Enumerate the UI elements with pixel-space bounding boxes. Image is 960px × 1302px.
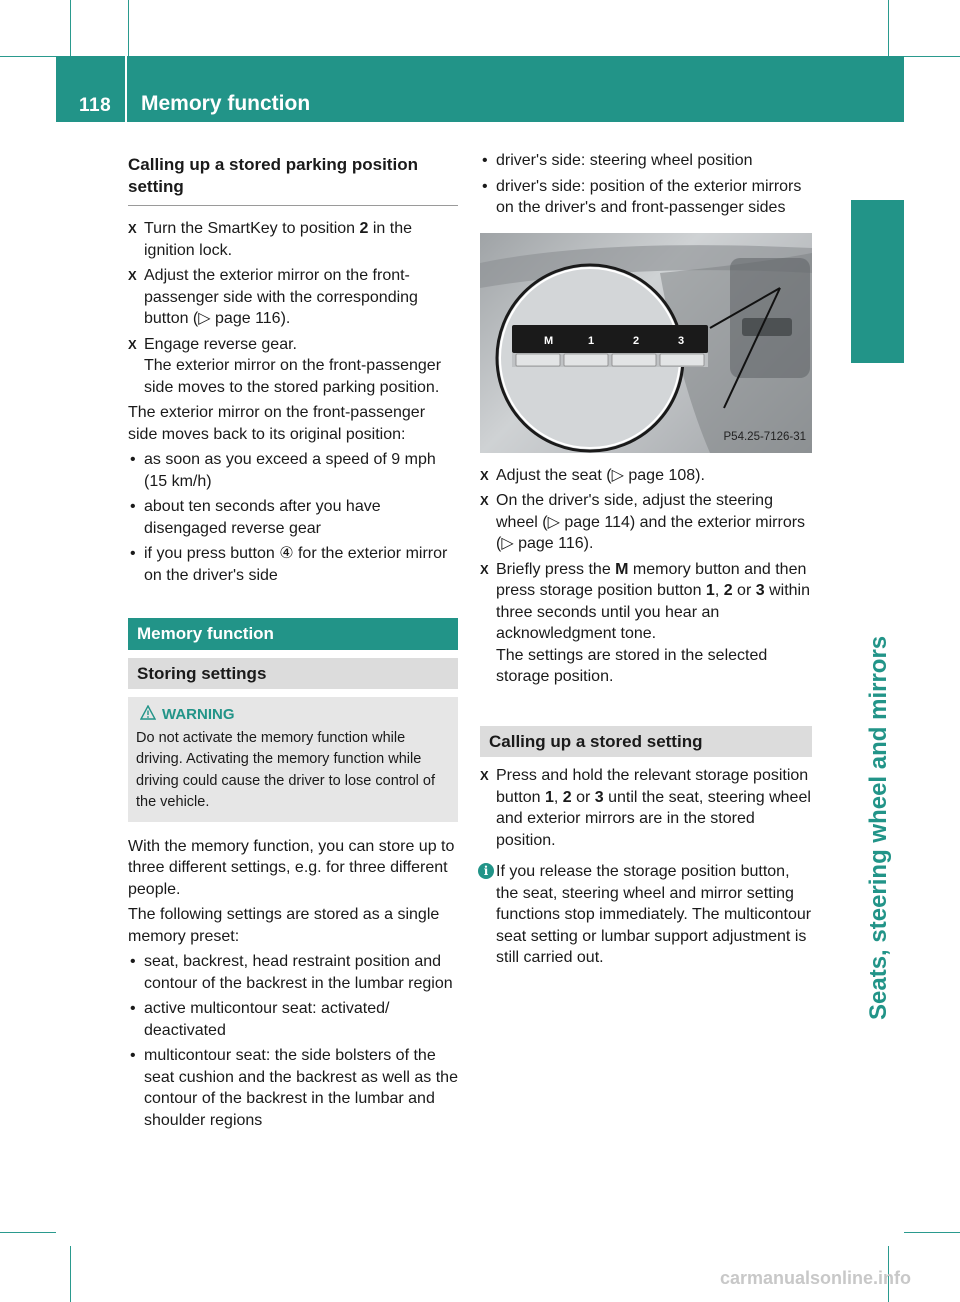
step-item: X On the driver's side, adjust the steering wheel (▷ page 114) and the exterior mirrors (▷ page 116). [480, 490, 812, 555]
warning-triangle-icon [140, 705, 156, 720]
paragraph: The exterior mirror on the front-passenger side moves back to its original position: [128, 404, 426, 443]
paragraph: With the memory function, you can store up to three different settings, e.g. for three different people. [128, 837, 455, 898]
memory-button-1: 1 [588, 334, 595, 347]
memory-buttons-photo [480, 233, 812, 453]
list-item: • if you press button ④ for the exterior mirror on the driver's side [128, 543, 458, 586]
warning-text: Do not activate the memory function while driving. Activating the memory function while driving could cause the driver to lose control of the vehicle. [136, 729, 436, 810]
crop-mark [70, 0, 71, 56]
list-item: • active multicontour seat: activated/ deactivated [128, 998, 458, 1041]
step-item: X Turn the SmartKey to position 2 in the ignition lock. [128, 218, 458, 261]
step-item: X Adjust the seat (▷ page 108). [480, 465, 812, 487]
header-title: Memory function [141, 92, 311, 115]
info-icon: i [478, 863, 494, 879]
list-item: • driver's side: position of the exterior mirrors on the driver's and front-passenger sides [480, 176, 812, 219]
header-separator [125, 56, 127, 122]
crop-mark [904, 56, 960, 57]
list-item: • about ten seconds after you have disengaged reverse gear [128, 496, 458, 539]
crop-mark [0, 56, 56, 57]
subheading-parking-position: Calling up a stored parking position setting [128, 154, 458, 206]
subsection-title: Storing settings [128, 658, 458, 690]
memory-button-3: 3 [678, 334, 685, 347]
crop-mark [128, 0, 129, 56]
list-item: • as soon as you exceed a speed of 9 mph (15 km/h) [128, 449, 458, 492]
crop-mark [888, 0, 889, 56]
memory-button-m: M [544, 334, 554, 347]
page-ref-icon: ▷ [611, 466, 624, 484]
page-ref-icon: ▷ [547, 513, 560, 531]
chapter-title: Seats, steering wheel and mirrors [865, 635, 892, 1020]
page-ref-icon: ▷ [198, 310, 211, 327]
crop-mark [0, 1232, 56, 1233]
page-number: 118 [79, 95, 112, 116]
left-column [128, 150, 458, 1135]
chapter-tab [851, 200, 904, 363]
list-item: • multicontour seat: the side bolsters of the seat cushion and the backrest as well as the contour of the backrest in the lumbar and shoulder regions [128, 1045, 458, 1131]
section-title: Memory function [128, 618, 458, 650]
paragraph: The following settings are stored as a single memory preset: [128, 906, 440, 945]
memory-button-2: 2 [633, 334, 640, 347]
subsection-title: Calling up a stored setting [480, 726, 812, 758]
photo-code: P54.25-7126-31 [723, 431, 806, 443]
step-item: X Adjust the exterior mirror on the front-passenger side with the corresponding button (▷ page 116). [128, 265, 458, 330]
step-item: X Press and hold the relevant storage position button 1, 2 or 3 until the seat, steering wheel and exterior mirrors are in the stored position. [480, 765, 812, 851]
right-column [480, 150, 812, 969]
step-item: X Engage reverse gear. The exterior mirror on the front-passenger side moves to the stored parking position. [128, 334, 458, 399]
step-item: X Briefly press the M memory button and then press storage position button 1, 2 or 3 within three seconds until you hear an acknowledgment tone. The settings are stored in the selected storage position. [480, 559, 812, 688]
door-panel-illustration [480, 233, 812, 453]
warning-title: WARNING [136, 704, 450, 726]
crop-mark [904, 1232, 960, 1233]
list-item: • driver's side: steering wheel position [480, 150, 812, 172]
crop-mark [70, 1246, 71, 1302]
info-note: i If you release the storage position button, the seat, steering wheel and mirror setting functions stop immediately. The multicontour seat setting or lumbar support adjustment is still carried out. [480, 861, 812, 969]
watermark: carmanualsonline.info [720, 1268, 912, 1288]
page-ref-icon: ▷ [501, 535, 514, 552]
list-item: • seat, backrest, head restraint position and contour of the backrest in the lumbar region [128, 951, 458, 994]
warning-box [128, 697, 458, 822]
